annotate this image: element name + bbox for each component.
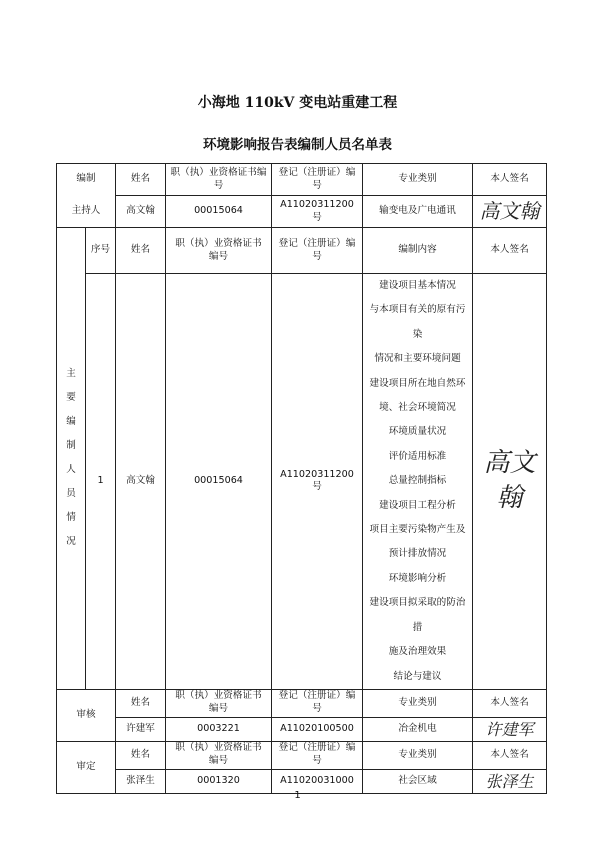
review-cert-header: 职（执）业资格证书 编号 bbox=[166, 689, 272, 717]
main-header-row bbox=[57, 228, 547, 274]
host-label-top: 编制 bbox=[57, 164, 116, 196]
review-label: 审核 bbox=[57, 689, 116, 741]
review-signature: 许建军 bbox=[473, 717, 547, 741]
project-title: 小海地 110kV 变电站重建工程 bbox=[197, 95, 398, 111]
review-major-header: 专业类别 bbox=[363, 689, 473, 717]
approve-header-row bbox=[57, 741, 547, 769]
host-cert: 00015064 bbox=[166, 196, 272, 228]
host-sign-header: 本人签名 bbox=[473, 164, 547, 196]
review-reg: A11020100500 bbox=[272, 717, 363, 741]
main-no: 1 bbox=[86, 274, 116, 690]
host-data-row bbox=[57, 196, 547, 228]
review-name-header: 姓名 bbox=[116, 689, 166, 717]
approve-sign-header: 本人签名 bbox=[473, 741, 547, 769]
main-cert-header: 职（执）业资格证书 编号 bbox=[166, 228, 272, 274]
review-data-row bbox=[57, 717, 547, 741]
main-sign-header: 本人签名 bbox=[473, 228, 547, 274]
personnel-table bbox=[56, 163, 547, 794]
main-data-row bbox=[57, 274, 547, 690]
review-major: 冶金机电 bbox=[363, 717, 473, 741]
approve-name: 张泽生 bbox=[116, 769, 166, 793]
approve-name-header: 姓名 bbox=[116, 741, 166, 769]
main-reg-header: 登记（注册证）编 号 bbox=[272, 228, 363, 274]
main-content-header: 编制内容 bbox=[363, 228, 473, 274]
main-content-list: 建设项目基本情况 与本项目有关的原有污染 情况和主要环境问题 建设项目所在地自然环 境、社会环境简况 环境质量状况 评价适用标准 总量控制指标 建设项目工程分析 项目主要污染物产生及 预计排放情况 环境影响分析 建设项目拟采取的防治措 施及治理效果 结论与建议 bbox=[363, 274, 473, 690]
host-major-header: 专业类别 bbox=[363, 164, 473, 196]
approve-major-header: 专业类别 bbox=[363, 741, 473, 769]
main-section-label: 主 要 编 制 人 员 情 况 bbox=[57, 228, 86, 690]
main-reg: A11020311200 号 bbox=[272, 274, 363, 690]
host-signature: 高文翰 bbox=[473, 196, 547, 228]
approve-cert: 0001320 bbox=[166, 769, 272, 793]
host-major: 输变电及广电通讯 bbox=[363, 196, 473, 228]
host-reg: A11020311200 号 bbox=[272, 196, 363, 228]
approve-reg-header: 登记（注册证）编 号 bbox=[272, 741, 363, 769]
table-title: 环境影响报告表编制人员名单表 bbox=[203, 137, 392, 153]
approve-reg: A11020031000 bbox=[272, 769, 363, 793]
approve-label: 审定 bbox=[57, 741, 116, 793]
main-cert: 00015064 bbox=[166, 274, 272, 690]
review-reg-header: 登记（注册证）编 号 bbox=[272, 689, 363, 717]
host-reg-header: 登记（注册证）编号 bbox=[272, 164, 363, 196]
approve-major: 社会区域 bbox=[363, 769, 473, 793]
review-header-row bbox=[57, 689, 547, 717]
approve-cert-header: 职（执）业资格证书 编号 bbox=[166, 741, 272, 769]
host-name: 高文翰 bbox=[116, 196, 166, 228]
review-name: 许建军 bbox=[116, 717, 166, 741]
host-header-row bbox=[57, 164, 547, 196]
review-sign-header: 本人签名 bbox=[473, 689, 547, 717]
main-signature: 高文翰 bbox=[473, 274, 547, 690]
main-name: 高文翰 bbox=[116, 274, 166, 690]
host-label-bottom: 主持人 bbox=[57, 196, 116, 228]
host-name-header: 姓名 bbox=[116, 164, 166, 196]
approve-signature: 张泽生 bbox=[473, 769, 547, 793]
page-number: 1 bbox=[294, 790, 301, 801]
host-cert-header: 职（执）业资格证书编号 bbox=[166, 164, 272, 196]
main-no-header: 序号 bbox=[86, 228, 116, 274]
main-name-header: 姓名 bbox=[116, 228, 166, 274]
review-cert: 0003221 bbox=[166, 717, 272, 741]
